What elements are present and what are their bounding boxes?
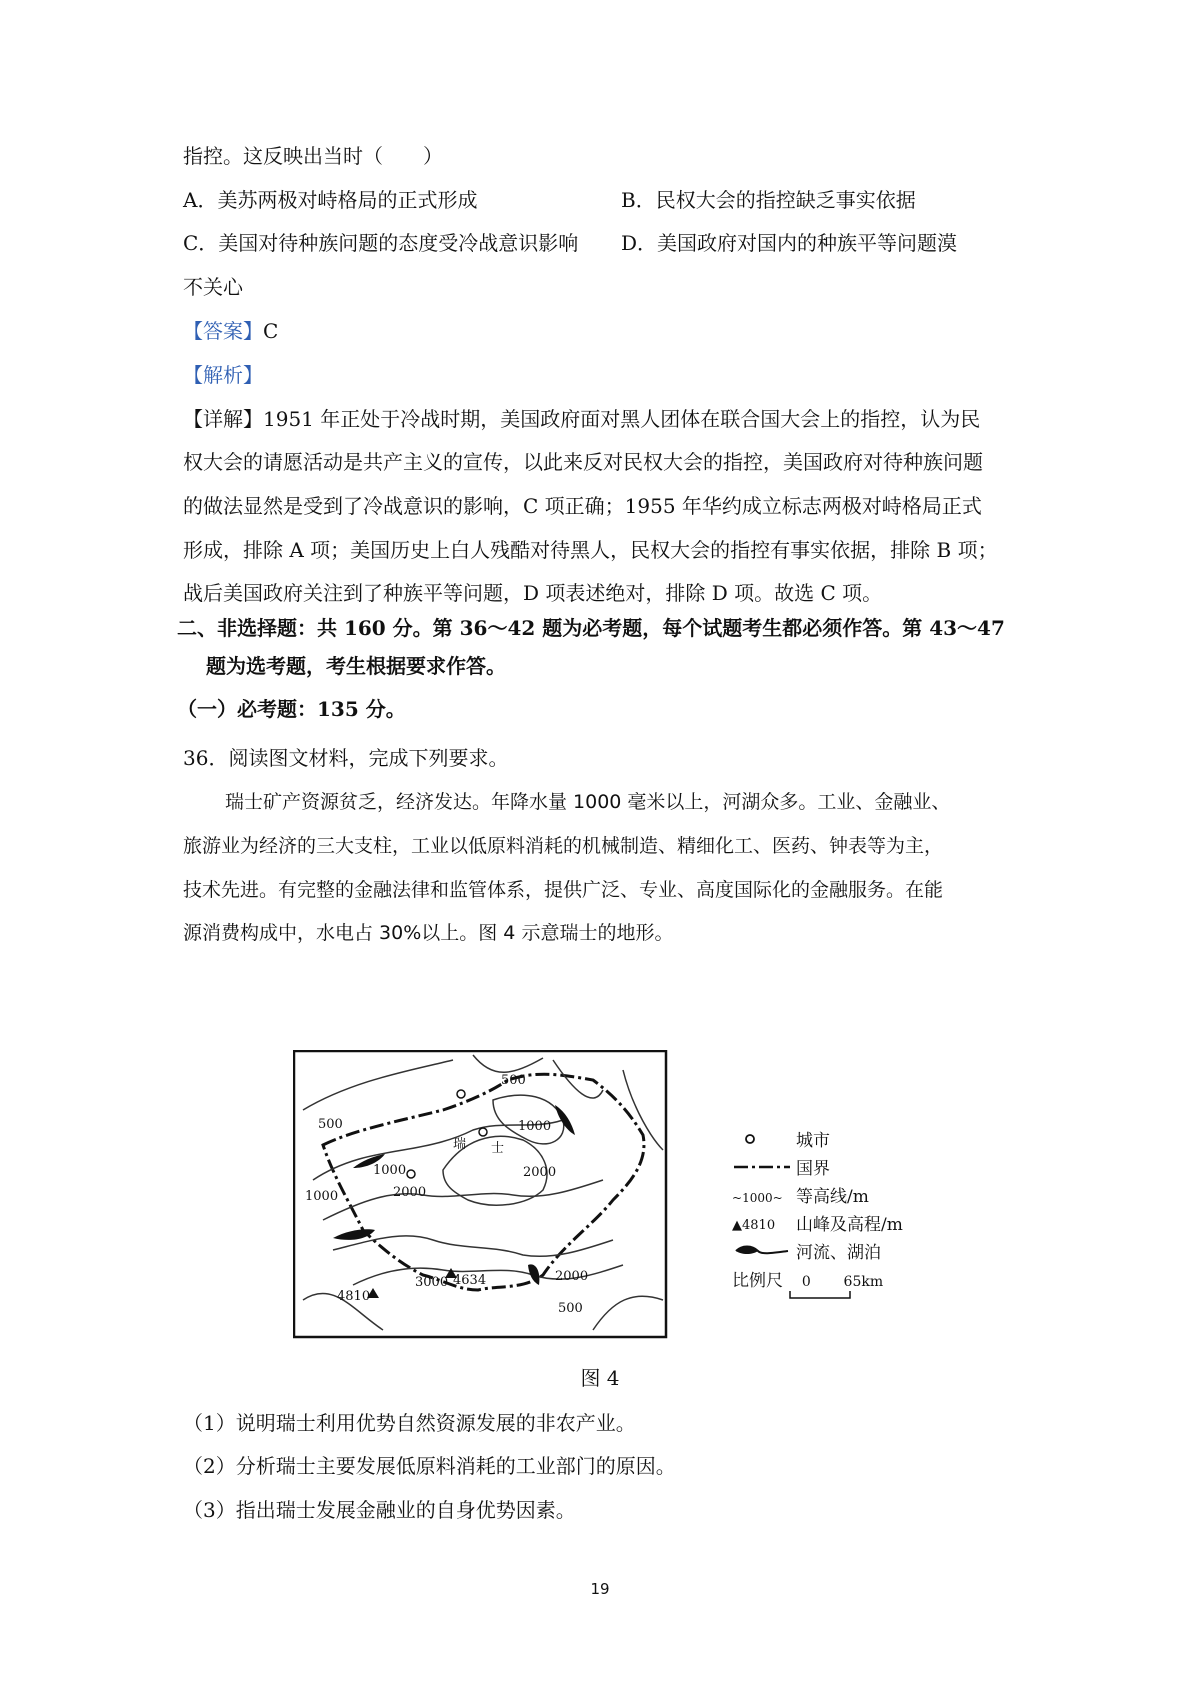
sub-question-2: （2）分析瑞士主要发展低原料消耗的工业部门的原因。 bbox=[183, 1454, 676, 1478]
option-c: C．美国对待种族问题的态度受冷战意识影响 bbox=[183, 231, 579, 255]
sub-heading-required: （一）必考题：135 分。 bbox=[177, 697, 406, 721]
answer-tag: 【答案】 bbox=[183, 319, 263, 343]
legend-scale-label: 比例尺 bbox=[732, 1271, 783, 1291]
label-2000-b: 2000 bbox=[523, 1165, 557, 1180]
detail-line-2: 权大会的请愿活动是共产主义的宣传，以此来反对民权大会的指控，美国政府对待种族问题 bbox=[183, 450, 983, 474]
option-a: A．美苏两极对峙格局的正式形成 bbox=[183, 188, 478, 212]
label-peak-4810: 4810 bbox=[337, 1289, 371, 1304]
detail-line-1: 【详解】1951 年正处于冷战时期，美国政府面对黑人团体在联合国大会上的指控，认为民 bbox=[183, 407, 981, 431]
option-b: B．民权大会的指控缺乏事实依据 bbox=[621, 188, 916, 212]
legend-peak bbox=[732, 1212, 903, 1238]
legend-peak-sample: 4810 bbox=[742, 1217, 776, 1233]
legend-contour-label: 等高线/m bbox=[796, 1187, 869, 1207]
legend-contour-sample: 1000 bbox=[742, 1190, 773, 1205]
label-1000-b: 1000 bbox=[373, 1163, 407, 1178]
label-500-b: 500 bbox=[318, 1117, 343, 1132]
question36-stem: 36．阅读图文材料，完成下列要求。 bbox=[183, 746, 509, 770]
material-line-4: 源消费构成中，水电占 30%以上。图 4 示意瑞士的地形。 bbox=[183, 922, 674, 944]
option-d-wrap: 不关心 bbox=[183, 275, 243, 299]
city-marker-2 bbox=[407, 1170, 415, 1178]
river-lake-icon bbox=[732, 1241, 796, 1267]
answer-line bbox=[183, 316, 278, 346]
label-2000-a: 2000 bbox=[393, 1185, 427, 1200]
label-500-c: 500 bbox=[558, 1301, 583, 1316]
legend-river-label: 河流、湖泊 bbox=[796, 1243, 881, 1263]
question-stem-end: 指控。这反映出当时（ ） bbox=[183, 144, 443, 168]
figure-caption: 图 4 bbox=[580, 1366, 620, 1390]
label-peak-4634: 4634 bbox=[453, 1273, 487, 1288]
detail-line-4: 形成，排除 A 项；美国历史上白人残酷对待黑人，民权大会的指控有事实依据，排除 B 项； bbox=[183, 538, 998, 562]
page-number: 19 bbox=[590, 1580, 610, 1598]
label-3000: 3000 bbox=[415, 1275, 449, 1290]
legend-river bbox=[732, 1240, 881, 1266]
contour-icon: ~1000~ bbox=[732, 1190, 783, 1205]
answer-value: C bbox=[263, 319, 279, 343]
scale-bar-icon bbox=[788, 1290, 868, 1300]
city-marker-3 bbox=[457, 1090, 465, 1098]
legend-scale-zero: 0 bbox=[801, 1274, 811, 1290]
material-line-1: 瑞士矿产资源贫乏，经济发达。年降水量 1000 毫米以上，河湖众多。工业、金融业、 bbox=[225, 791, 951, 813]
legend-peak-label: 山峰及高程/m bbox=[796, 1215, 903, 1235]
legend-contour bbox=[732, 1184, 869, 1210]
sub-question-3: （3）指出瑞士发展金融业的自身优势因素。 bbox=[183, 1498, 576, 1522]
detail-line-5: 战后美国政府关注到了种族平等问题，D 项表述绝对，排除 D 项。故选 C 项。 bbox=[183, 581, 883, 605]
legend-border bbox=[732, 1156, 830, 1182]
label-country-1: 瑞 bbox=[453, 1137, 467, 1152]
label-2000-c: 2000 bbox=[555, 1269, 589, 1284]
legend-border-label: 国界 bbox=[796, 1159, 830, 1179]
label-country-2: 士 bbox=[491, 1141, 505, 1156]
section-heading-line2: 题为选考题，考生根据要求作答。 bbox=[206, 654, 506, 678]
sub-question-1: （1）说明瑞士利用优势自然资源发展的非农产业。 bbox=[183, 1411, 636, 1435]
legend-scale bbox=[732, 1268, 883, 1294]
peak-icon: ▲4810 bbox=[732, 1217, 776, 1233]
legend-scale-km: 65km bbox=[843, 1274, 884, 1290]
option-d: D．美国政府对国内的种族平等问题漠 bbox=[621, 231, 958, 255]
legend-city bbox=[732, 1128, 830, 1154]
detail-line-3: 的做法显然是受到了冷战意识的影响，C 项正确；1955 年华约成立标志两极对峙格局正式 bbox=[183, 494, 982, 518]
material-line-3: 技术先进。有完整的金融法律和监管体系，提供广泛、专业、高度国际化的金融服务。在能 bbox=[183, 879, 944, 901]
label-500-a: 500 bbox=[501, 1073, 526, 1088]
city-marker-1 bbox=[479, 1128, 487, 1136]
label-1000-a: 1000 bbox=[518, 1119, 552, 1134]
city-icon bbox=[732, 1129, 796, 1155]
analysis-tag: 【解析】 bbox=[183, 363, 263, 387]
legend-city-label: 城市 bbox=[796, 1131, 830, 1151]
label-1000-c: 1000 bbox=[305, 1189, 339, 1204]
section-heading-line1: 二、非选择题：共 160 分。第 36～42 题为必考题，每个试题考生都必须作答。第 43～47 bbox=[177, 616, 1005, 640]
border-icon bbox=[732, 1157, 796, 1183]
material-line-2: 旅游业为经济的三大支柱，工业以低原料消耗的机械制造、精细化工、医药、钟表等为主， bbox=[183, 835, 944, 857]
